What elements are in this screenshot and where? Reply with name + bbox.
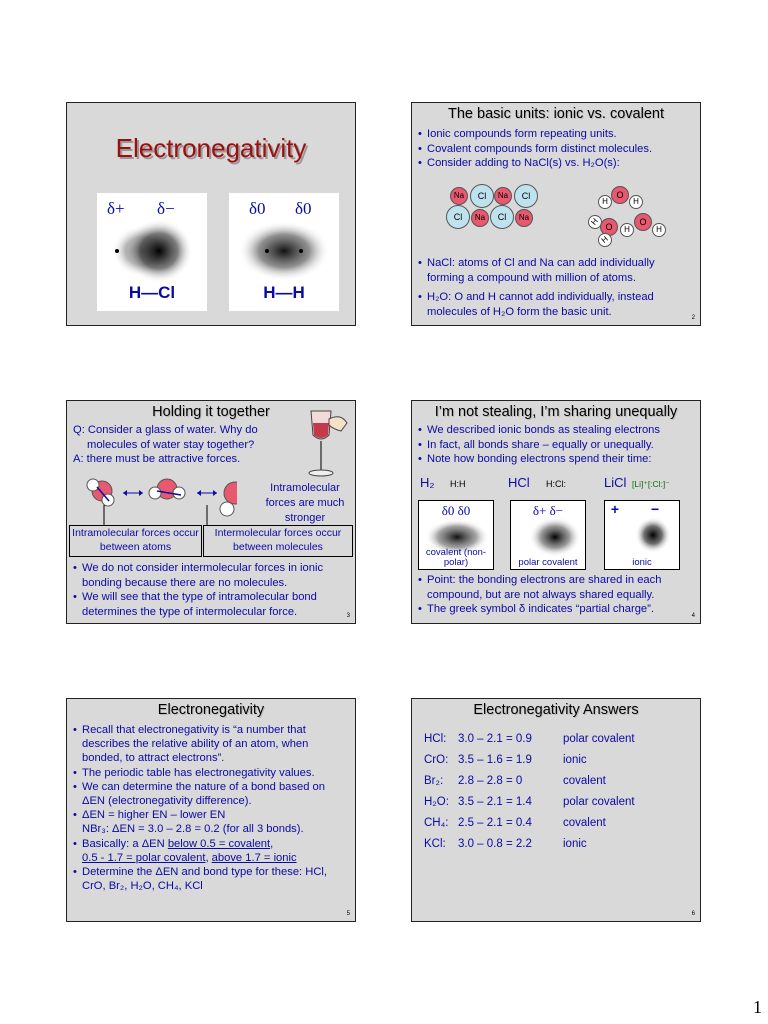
h-atom: H: [598, 195, 612, 209]
answer-row: [424, 796, 694, 817]
h-atom: H: [595, 230, 615, 250]
slide-2: [411, 102, 701, 326]
compound: H₂O:: [424, 796, 449, 808]
o-atom: O: [634, 213, 652, 231]
h2-formula: H₂: [420, 475, 435, 490]
compound: CH₄:: [424, 817, 449, 829]
ionic-label: ionic: [632, 557, 652, 568]
intermolecular-box: Intermolecular forces occur between molecules: [203, 525, 353, 557]
bullet: • Recall that electronegativity is “a number that describes the relative ability of an atom, when bonded, to attract electrons”.: [73, 723, 349, 766]
slide-6-title: Electronegativity Answers: [473, 702, 639, 718]
bullet: • We will see that the type of intramolecular bond determines the type of intermolecular force.: [73, 590, 349, 619]
slide-2-bullets-bottom: [418, 256, 694, 319]
compound: KCl:: [424, 838, 446, 850]
slide-4-title: I’m not stealing, I’m sharing unequally: [434, 404, 678, 420]
bullet: • The greek symbol δ indicates “partial charge”.: [418, 602, 694, 617]
slide-4-bullets-bottom: [418, 573, 694, 617]
bullet: • ΔEN = higher EN – lower EN: [73, 808, 349, 822]
slide-4: [411, 400, 701, 624]
hcl-panel: [97, 193, 207, 311]
en-calc: 2.8 – 2.8 = 0: [458, 775, 523, 787]
bullet: • H₂O: O and H cannot add individually, instead molecules of H₂O form the basic unit.: [418, 290, 694, 319]
answers-table: [424, 733, 694, 859]
en-calc: 3.5 – 1.6 = 1.9: [458, 754, 532, 766]
h-atom: H: [585, 212, 605, 232]
polar-covalent-panel: [510, 500, 586, 570]
bullet-text: Basically: a ΔEN: [82, 837, 168, 850]
slide-number: 4: [691, 613, 695, 619]
bullet: • Point: the bonding electrons are shared in each compound, but are not always shared equally.: [418, 573, 694, 602]
slide-5-title: Electronegativity: [157, 702, 265, 718]
delta-zero-left-label: δ0: [249, 199, 266, 218]
bullet: • Ionic compounds form repeating units.: [418, 127, 694, 142]
bullet: • We described ionic bonds as stealing electrons: [418, 423, 694, 438]
nbr3-example: NBr₃: ΔEN = 3.0 – 2.8 = 0.2 (for all 3 bonds).: [82, 823, 304, 836]
covalent-panel: [418, 500, 494, 570]
compound: Br₂:: [424, 775, 444, 787]
slide-6: [411, 698, 701, 922]
bullet: • Covalent compounds form distinct molecules.: [418, 142, 694, 157]
delta-minus-label: δ−: [157, 199, 175, 218]
bullet: • Basically: a ΔEN below 0.5 = covalent,: [73, 837, 349, 851]
licl-lewis: [Li]⁺[:Cl:]⁻: [632, 479, 670, 489]
slide-3-bullets: [73, 561, 349, 619]
slide-1: [66, 102, 356, 326]
page-number: 1: [753, 997, 762, 1017]
hh-formula: H—H: [263, 283, 305, 302]
pointer-lines: [67, 505, 247, 525]
bullet: • Determine the ΔEN and bond type for these: HCl, CrO, Br₂, H₂O, CH₄, KCl: [73, 865, 349, 893]
answer-row: [424, 838, 694, 859]
delta-plus-minus: δ+ δ−: [532, 503, 564, 518]
slide-5: [66, 698, 356, 922]
bullet: • We can determine the nature of a bond based on ΔEN (electronegativity difference).: [73, 780, 349, 808]
intramolecular-box: Intramolecular forces occur between atoms: [69, 525, 202, 557]
intramolecular-note: Intramolecular forces are much stronger: [265, 482, 345, 524]
delta-plus-label: δ+: [107, 199, 125, 218]
nacl-lattice-diagram: [442, 183, 552, 233]
slide-3: [66, 400, 356, 624]
slide-number: 5: [346, 911, 350, 917]
cl-atom: Cl: [470, 184, 494, 208]
bond-type: covalent: [563, 775, 606, 787]
en-calc: 3.0 – 0.8 = 2.2: [458, 838, 532, 850]
h-atom: H: [629, 195, 643, 209]
o-atom: O: [600, 218, 618, 236]
h-atom: H: [620, 223, 634, 237]
bullet: • Note how bonding electrons spend their time:: [418, 452, 694, 467]
en-calc: 3.0 – 2.1 = 0.9: [458, 733, 532, 745]
hcl-lewis: H:Cl:: [546, 479, 566, 489]
covalent-range: below 0.5 = covalent: [167, 837, 271, 850]
en-calc: 3.5 – 2.1 = 1.4: [458, 796, 532, 808]
answer-row: [424, 775, 694, 796]
slide-number: 2: [691, 315, 695, 321]
slide-number: 3: [346, 613, 350, 619]
na-atom: Na: [494, 187, 512, 205]
h2-lewis: H:H: [450, 479, 466, 489]
h-atom: H: [652, 223, 666, 237]
covalent-label: covalent (non-polar): [425, 547, 487, 568]
hh-panel: [229, 193, 339, 311]
water-molecules-diagram: [584, 183, 674, 245]
bond-type: covalent: [563, 817, 606, 829]
compound: HCl:: [424, 733, 447, 745]
answer-row: [424, 733, 694, 754]
na-atom: Na: [515, 209, 533, 227]
answer-row: [424, 817, 694, 838]
licl-formula: LiCl: [604, 475, 627, 490]
o-atom: O: [611, 186, 629, 204]
slide-5-bullets: [73, 723, 349, 893]
bond-type: ionic: [563, 754, 587, 766]
ionic-range: above 1.7 = ionic: [211, 851, 297, 864]
hcl-formula: HCl: [508, 475, 530, 490]
charge-symbols: + −: [610, 501, 674, 517]
polar-covalent-label: polar covalent: [518, 557, 578, 568]
polar-range: 0.5 - 1.7 = polar covalent: [82, 851, 206, 864]
wine-glass-icon: [301, 403, 351, 479]
slide-3-qa: [73, 423, 295, 467]
cl-atom: Cl: [514, 184, 538, 208]
bullet: • The periodic table has electronegativity values.: [73, 766, 349, 780]
question-text: Q: Consider a glass of water. Why do molecules of water stay together?: [73, 424, 258, 451]
bond-type: ionic: [563, 838, 587, 850]
delta-zero-right-label: δ0: [295, 199, 312, 218]
bond-type: polar covalent: [563, 796, 635, 808]
slide-number: 6: [691, 911, 695, 917]
answer-text: A: there must be attractive forces.: [73, 453, 241, 465]
slide-3-title: Holding it together: [152, 404, 270, 420]
bullet: • We do not consider intermolecular forces in ionic bonding because there are no molecules.: [73, 561, 349, 590]
ionic-panel: [604, 500, 680, 570]
slide-2-title: The basic units: ionic vs. covalent: [448, 106, 664, 122]
cl-atom: Cl: [490, 205, 514, 229]
bullet: • In fact, all bonds share – equally or unequally.: [418, 438, 694, 453]
na-atom: Na: [471, 209, 489, 227]
bullet: • NaCl: atoms of Cl and Na can add individually forming a compound with million of atoms.: [418, 256, 694, 285]
en-calc: 2.5 – 2.1 = 0.4: [458, 817, 532, 829]
answer-row: [424, 754, 694, 775]
na-atom: Na: [450, 187, 468, 205]
hcl-formula: H—Cl: [128, 283, 176, 302]
cl-atom: Cl: [446, 205, 470, 229]
bond-type: polar covalent: [563, 733, 635, 745]
delta-zero-pair: δ0 δ0: [441, 503, 471, 518]
bullet: • Consider adding to NaCl(s) vs. H₂O(s):: [418, 156, 694, 171]
slide-1-title: Electronegativity: [115, 133, 307, 163]
slide-2-bullets-top: [418, 127, 694, 171]
compound: CrO:: [424, 754, 449, 766]
slide-4-bullets-top: [418, 423, 694, 467]
bond-ranges: 0.5 - 1.7 = polar covalent, above 1.7 = ionic: [82, 851, 297, 864]
